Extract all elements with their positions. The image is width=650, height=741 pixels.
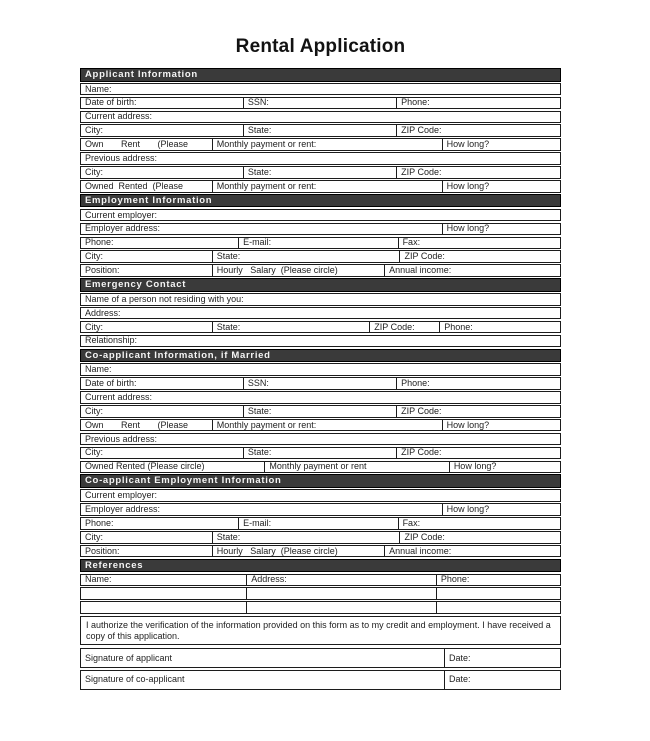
field-label: Monthly payment or rent:: [216, 139, 317, 150]
field-label: State:: [247, 406, 272, 416]
form-cell: [81, 575, 247, 586]
field-label: Signature of co-applicant: [85, 674, 185, 685]
form-row: [80, 531, 561, 544]
form-cell: [81, 294, 560, 305]
form-row: [80, 237, 561, 250]
form-row: [80, 166, 561, 179]
form-row: [80, 83, 561, 96]
form-cell: [81, 84, 560, 95]
form-row: [80, 307, 561, 320]
field-label: Current address:: [85, 392, 153, 402]
form-cell: [445, 671, 560, 689]
field-label: Previous address:: [85, 153, 158, 164]
form-row: [80, 124, 561, 137]
field-label: City:: [85, 447, 103, 458]
field-label: State:: [216, 531, 241, 542]
form-cell: [400, 251, 560, 262]
field-label: Monthly payment or rent: [269, 461, 367, 472]
field-label: State:: [216, 251, 241, 262]
field-label: E-mail:: [243, 237, 272, 248]
form-cell: [239, 518, 399, 529]
form-cell: [440, 322, 560, 333]
form-row: [80, 503, 561, 516]
section-title: Applicant Information: [85, 69, 198, 80]
section-title: Employment Information: [85, 194, 213, 206]
form-cell: [450, 462, 560, 473]
form-row: [80, 223, 561, 236]
form-cell: [81, 364, 560, 375]
form-cell: [213, 265, 385, 276]
field-label: State:: [247, 167, 272, 177]
form-cell: [244, 406, 397, 417]
field-label: City:: [85, 321, 103, 332]
form-row: [80, 250, 561, 263]
section-header-references: [80, 559, 561, 573]
form-cell: [385, 265, 560, 276]
form-cell: [81, 336, 560, 347]
form-row: [80, 209, 561, 222]
field-label: City:: [85, 531, 103, 542]
form-row: [80, 601, 561, 614]
form-cell: [445, 649, 560, 667]
form-cell: [81, 322, 213, 333]
field-label: Phone:: [440, 574, 470, 585]
form-row: [80, 574, 561, 587]
form-row: [80, 335, 561, 348]
field-label: Name:: [85, 83, 112, 94]
field-label: State:: [216, 321, 241, 332]
field-label: Name:: [85, 364, 112, 375]
form-cell: [81, 532, 213, 543]
form-cell: [81, 251, 213, 262]
field-label: ZIP Code:: [374, 321, 415, 332]
field-label: Name of a person not residing with you:: [85, 293, 244, 304]
field-label: Address:: [251, 574, 287, 585]
form-cell: [81, 406, 244, 417]
field-label: Signature of applicant: [85, 652, 173, 663]
field-label: City:: [85, 406, 103, 416]
form-cell: [443, 181, 560, 192]
form-cell: [81, 181, 213, 192]
form-cell: [81, 448, 244, 459]
form-cell: [81, 167, 244, 178]
form-cell: [399, 518, 560, 529]
form-cell: [397, 448, 560, 459]
field-label: Phone:: [401, 97, 430, 108]
form-cell: [81, 392, 560, 403]
field-label: ZIP Code:: [401, 447, 442, 458]
form-row: [80, 138, 561, 151]
form-cell: [397, 378, 560, 389]
form-row: [80, 97, 561, 110]
form-cell: [397, 167, 560, 178]
field-label: Current employer:: [85, 490, 158, 501]
field-label: State:: [247, 447, 272, 458]
form-cell: [81, 602, 247, 613]
field-label: Employer address:: [85, 504, 161, 514]
section-title: Co-applicant Employment Information: [85, 475, 282, 487]
form-cell: [81, 588, 247, 599]
field-label: City:: [85, 251, 103, 262]
field-label: State:: [247, 125, 272, 136]
form-cell: [81, 546, 213, 557]
form-row: [80, 152, 561, 165]
form-body: [80, 68, 561, 692]
field-label: How long?: [446, 181, 490, 191]
document-title: Rental Application: [235, 36, 406, 57]
form-cell: [81, 308, 560, 319]
field-label: Address:: [85, 307, 121, 318]
field-label: Date:: [449, 674, 471, 685]
field-label: Annual income:: [389, 545, 452, 556]
form-cell: [213, 181, 443, 192]
field-label: Position:: [85, 545, 120, 556]
field-label: City:: [85, 125, 103, 136]
field-label: Employer address:: [85, 223, 161, 234]
form-cell: [437, 588, 560, 599]
form-cell: [397, 125, 560, 136]
form-cell: [437, 602, 560, 613]
form-cell: [81, 420, 213, 431]
field-label: Relationship:: [85, 335, 138, 346]
form-row: [80, 293, 561, 306]
field-label: How long?: [446, 504, 490, 514]
field-label: Annual income:: [389, 265, 452, 276]
form-cell: [213, 420, 443, 431]
form-row: [80, 363, 561, 376]
field-label: Date:: [449, 652, 471, 663]
form-cell: [81, 490, 560, 501]
form-cell: [244, 98, 397, 109]
field-label: Phone:: [85, 237, 114, 248]
form-row: [80, 111, 561, 124]
field-label: ZIP Code:: [404, 251, 445, 262]
form-cell: [81, 504, 443, 515]
field-label: Previous address:: [85, 433, 158, 444]
form-row: [80, 377, 561, 390]
form-cell: [81, 125, 244, 136]
field-label: ZIP Code:: [401, 125, 442, 136]
section-title: Emergency Contact: [85, 279, 187, 291]
form-cell: [397, 406, 560, 417]
section-title: Co-applicant Information, if Married: [85, 349, 271, 361]
form-cell: [213, 251, 401, 262]
form-cell: [247, 602, 437, 613]
field-label: How long?: [446, 419, 490, 430]
section-header-co-applicant-employment-information: [80, 474, 561, 488]
form-cell: [247, 588, 437, 599]
form-cell: [81, 210, 560, 221]
field-label: Own Rent (Please: [85, 419, 189, 430]
field-label: ZIP Code:: [404, 531, 445, 542]
form-cell: [81, 153, 560, 164]
field-label: ZIP Code:: [401, 167, 442, 177]
form-cell: [443, 139, 560, 150]
form-cell: [81, 265, 213, 276]
form-cell: [213, 546, 385, 557]
form-row: [80, 419, 561, 432]
field-label: Hourly Salary (Please circle): [216, 265, 338, 276]
form-row: [80, 405, 561, 418]
form-cell: [400, 532, 560, 543]
form-cell: [437, 575, 560, 586]
form-cell: [81, 518, 239, 529]
form-cell: [81, 462, 265, 473]
form-row: [80, 447, 561, 460]
field-label: E-mail:: [243, 518, 272, 528]
form-cell: [81, 671, 445, 689]
form-cell: [213, 139, 443, 150]
field-label: Current address:: [85, 111, 153, 122]
form-row: [80, 433, 561, 446]
form-cell: [443, 224, 560, 235]
form-cell: [443, 420, 560, 431]
field-label: Phone:: [85, 518, 114, 528]
form-cell: [213, 532, 401, 543]
form-row: [80, 461, 561, 474]
form-cell: [81, 238, 239, 249]
section-header-emergency-contact: [80, 278, 561, 292]
field-label: Phone:: [401, 378, 430, 389]
form-row: [80, 517, 561, 530]
form-cell: [244, 448, 397, 459]
form-row: [80, 489, 561, 502]
form-row: [80, 391, 561, 404]
form-cell: [244, 125, 397, 136]
form-cell: [247, 575, 437, 586]
form-cell: [213, 322, 371, 333]
section-header-co-applicant-information-if-married: [80, 349, 561, 363]
field-label: Owned Rented (Please: [85, 181, 184, 191]
field-label: Date of birth:: [85, 378, 137, 389]
form-cell: [81, 434, 560, 445]
field-label: Monthly payment or rent:: [216, 181, 317, 191]
section-title: References: [85, 559, 144, 571]
form-cell: [244, 378, 397, 389]
section-header-employment-information: [80, 194, 561, 208]
form-cell: [443, 504, 560, 515]
field-label: How long?: [446, 139, 490, 150]
form-cell: [81, 649, 445, 667]
field-label: Name:: [85, 574, 112, 585]
section-header-applicant-information: [80, 68, 561, 82]
form-cell: [244, 167, 397, 178]
field-label: ZIP Code:: [401, 406, 442, 416]
field-label: Phone:: [444, 321, 473, 332]
field-label: How long?: [446, 223, 490, 234]
signature-row: [80, 648, 561, 668]
field-label: Owned Rented (Please circle): [85, 461, 205, 472]
field-label: SSN:: [247, 97, 269, 108]
form-row: [80, 180, 561, 193]
form-row: [80, 545, 561, 558]
field-label: Own Rent (Please: [85, 139, 189, 150]
field-label: SSN:: [247, 378, 269, 389]
field-label: Monthly payment or rent:: [216, 419, 317, 430]
form-cell: [239, 238, 399, 249]
form-cell: [81, 378, 244, 389]
form-cell: [81, 98, 244, 109]
form-row: [80, 587, 561, 600]
field-label: How long?: [453, 461, 497, 472]
field-label: Current employer:: [85, 209, 158, 220]
field-label: Position:: [85, 265, 120, 276]
form-cell: [265, 462, 449, 473]
field-label: Hourly Salary (Please circle): [216, 545, 338, 556]
form-cell: [399, 238, 560, 249]
form-cell: [81, 224, 443, 235]
form-cell: [385, 546, 560, 557]
authorization-statement: I authorize the verification of the information provided on this form as to my credit and employment. I have received a copy of this application.: [80, 616, 561, 645]
field-label: Fax:: [402, 237, 421, 248]
form-cell: [81, 139, 213, 150]
field-label: Date of birth:: [85, 97, 137, 108]
field-label: City:: [85, 167, 103, 177]
form-row: [80, 264, 561, 277]
form-row: [80, 321, 561, 334]
form-cell: [397, 98, 560, 109]
signature-row: [80, 670, 561, 690]
field-label: Fax:: [402, 518, 421, 528]
form-cell: [81, 112, 560, 123]
form-cell: [370, 322, 440, 333]
